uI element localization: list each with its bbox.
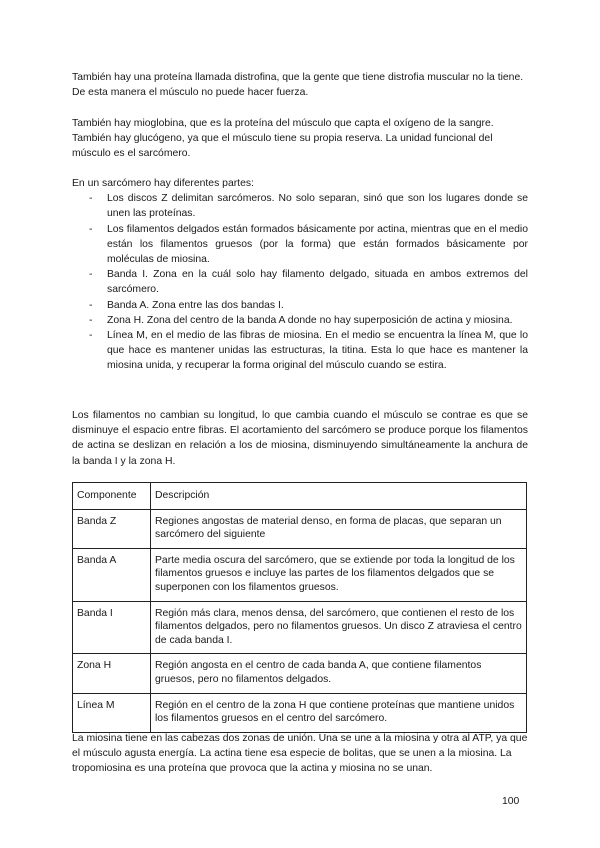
table-row xyxy=(73,509,527,548)
list-item-text: Banda I. Zona en la cuál solo hay filamento delgado, situada en ambos extremos del sarcómero. xyxy=(107,269,528,296)
cell-description: Parte media oscura del sarcómero, que se extiende por toda la longitud de los filamentos gruesos e incluye las partes de los filamentos delgados que se superponen con los filamentos gruesos. xyxy=(151,548,527,601)
list-item-text: Banda A. Zona entre las dos bandas I. xyxy=(107,299,284,311)
column-header-componente: Componente xyxy=(73,483,151,510)
cell-description: Región angosta en el centro de cada banda A, que contiene filamentos gruesos, pero no filamentos delgados. xyxy=(151,654,527,693)
list-intro: En un sarcómero hay diferentes partes: xyxy=(72,178,254,189)
paragraph-text: También hay mioglobina, que es la proteína del músculo que capta el oxígeno de la sangre. También hay glucógeno, ya que el músculo tiene su propia reserva. La unidad funcional del músculo es el sarcómero. xyxy=(72,118,494,160)
table-row xyxy=(73,654,527,693)
list-item xyxy=(72,328,528,374)
list-item xyxy=(72,313,528,328)
table-row xyxy=(73,693,527,732)
paragraph-mioglobina xyxy=(72,116,528,162)
list-item-text: Los discos Z delimitan sarcómeros. No solo separan, sinó que son los lugares donde se unen las proteínas. xyxy=(107,193,528,220)
list-item xyxy=(72,222,528,268)
list-item xyxy=(72,267,528,297)
paragraph-miosina xyxy=(72,731,528,777)
sarcomero-parts-list xyxy=(72,191,528,373)
page-number: 100 xyxy=(502,796,520,807)
table-row xyxy=(73,601,527,654)
dash-bullet: - xyxy=(89,330,93,342)
dash-bullet: - xyxy=(89,193,93,205)
cell-description: Región en el centro de la zona H que contiene proteínas que mantiene unidos los filamentos gruesos en el centro del sarcómero. xyxy=(151,693,527,732)
paragraph-text: Los filamentos no cambian su longitud, lo que cambia cuando el músculo se contrae es que se disminuye el espacio entre fibras. El acortamiento del sarcómero se produce porque los filamentos de actina se deslizan en relación a los de miosina, disminuyendo simultáneamente la anchura de la banda I y la zona H. xyxy=(72,410,528,467)
cell-description: Región más clara, menos densa, del sarcómero, que contienen el resto de los filamentos delgados, pero no filamentos gruesos. Un disco Z atraviesa el centro de cada banda I. xyxy=(151,601,527,654)
dash-bullet: - xyxy=(89,299,93,311)
dash-bullet: - xyxy=(89,314,93,326)
list-item-text: Los filamentos delgados están formados básicamente por actina, mientras que en el medio están los filamentos gruesos (por la forma) que están formados básicamente por moléculas de miosina. xyxy=(107,223,528,266)
paragraph-distrofina xyxy=(72,70,528,100)
list-item xyxy=(72,298,528,313)
cell-component: Zona H xyxy=(73,654,151,693)
table-header-row xyxy=(73,483,527,510)
column-header-descripcion: Descripción xyxy=(151,483,527,510)
list-item-text: Línea M, en el medio de las fibras de miosina. En el medio se encuentra la línea M, que lo que hace es mantener unidas las estructuras, la titina. Esta lo que hace es mantener la miosina unida, y recuperar la forma original del músculo cuando se estira. xyxy=(107,330,528,372)
cell-component: Línea M xyxy=(73,693,151,732)
dash-bullet: - xyxy=(89,269,93,281)
paragraph-text: También hay una proteína llamada distrofina, que la gente que tiene distrofia muscular no la tiene. De esta manera el músculo no puede hacer fuerza. xyxy=(72,72,524,99)
cell-component: Banda Z xyxy=(73,509,151,548)
cell-component: Banda A xyxy=(73,548,151,601)
table-row xyxy=(73,548,527,601)
list-item xyxy=(72,191,528,221)
dash-bullet: - xyxy=(89,223,93,235)
components-table xyxy=(72,482,527,733)
cell-description: Regiones angostas de material denso, en forma de placas, que separan un sarcómero del siguiente xyxy=(151,509,527,548)
list-item-text: Zona H. Zona del centro de la banda A donde no hay superposición de actina y miosina. xyxy=(107,314,513,326)
paragraph-filamentos xyxy=(72,408,528,469)
sarcomero-section xyxy=(72,176,528,374)
paragraph-text: La miosina tiene en las cabezas dos zonas de unión. Una se une a la miosina y otra al ATP, ya que el músculo agusta energía. La actina tiene esa especie de bolitas, que se unen a la miosina. La tropomiosina es una proteína que provoca que la actina y miosina no se unan. xyxy=(72,733,528,775)
cell-component: Banda I xyxy=(73,601,151,654)
